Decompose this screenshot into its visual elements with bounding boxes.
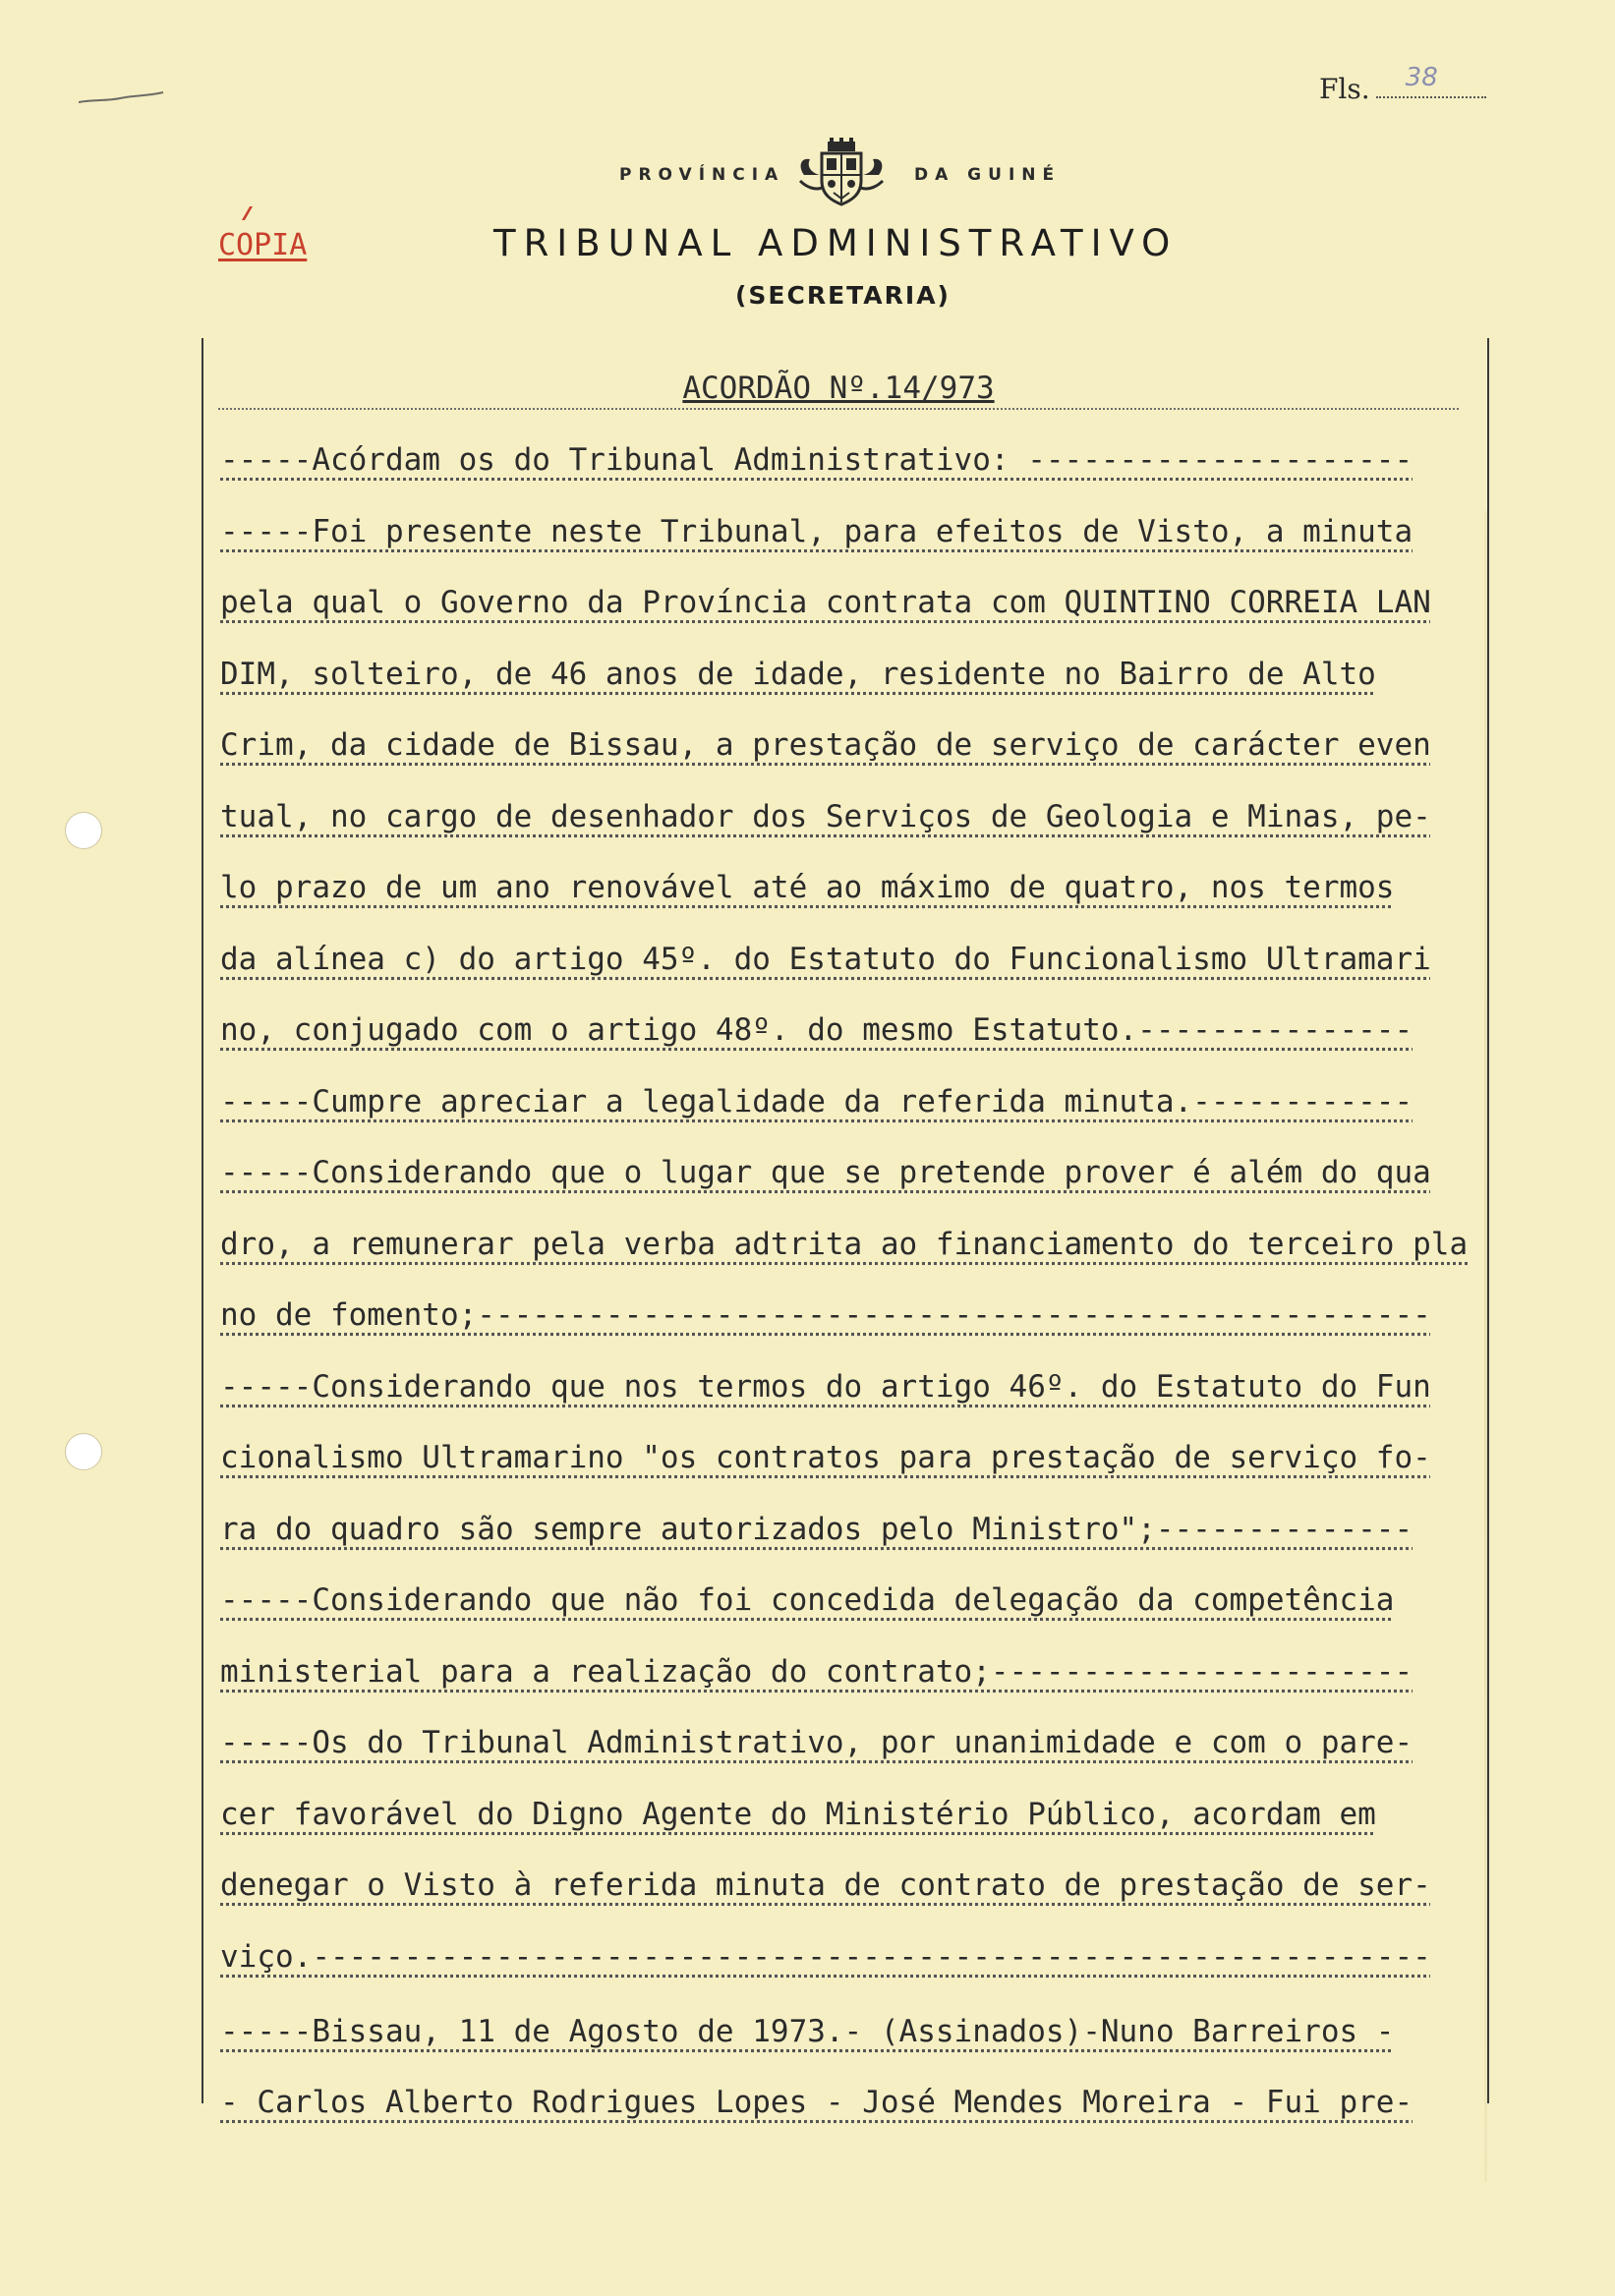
body-line: -----Acórdam os do Tribunal Administrativo: ---------------------: [220, 442, 1413, 478]
body-line: pela qual o Governo da Província contrata com QUINTINO CORREIA LAN: [220, 585, 1431, 620]
body-line: ra do quadro são sempre autorizados pelo Ministro";--------------: [220, 1511, 1413, 1547]
body-line: -----Foi presente neste Tribunal, para efeitos de Visto, a minuta: [220, 513, 1413, 549]
punch-hole-top: [65, 812, 102, 849]
scribble-icon: [77, 90, 167, 106]
body-line: -----Considerando que o lugar que se pretende prover é além do qua: [220, 1155, 1431, 1190]
body-line: -----Considerando que não foi concedida delegação da competência: [220, 1582, 1395, 1618]
province-label-right: DA GUINÉ: [914, 165, 1062, 185]
body-line: denegar o Visto à referida minuta de contrato de prestação de ser-: [220, 1867, 1431, 1903]
body-line: viço.-------------------------------------------------------------: [220, 1938, 1431, 1975]
folio-number: 38: [1405, 63, 1438, 92]
folio-label: Fls.: [1319, 73, 1370, 105]
body-line: ministerial para a realização do contrato;-----------------------: [220, 1653, 1413, 1690]
province-label-left: PROVÍNCIA: [619, 165, 785, 185]
body-line: - Carlos Alberto Rodrigues Lopes - José Mendes Moreira - Fui pre-: [220, 2085, 1413, 2120]
body-line: Crim, da cidade de Bissau, a prestação de serviço de carácter even: [220, 727, 1431, 763]
letterhead: [0, 138, 1615, 206]
body-line: da alínea c) do artigo 45º. do Estatuto do Funcionalismo Ultramari: [220, 941, 1431, 977]
body-line: -----Considerando que nos termos do artigo 46º. do Estatuto do Fun: [220, 1368, 1431, 1405]
body-line: DIM, solteiro, de 46 anos de idade, residente no Bairro de Alto: [220, 656, 1376, 692]
body-line: -----Os do Tribunal Administrativo, por unanimidade e com o pare-: [220, 1725, 1413, 1760]
body-line: tual, no cargo de desenhador dos Serviços de Geologia e Minas, pe-: [220, 798, 1431, 834]
institution-title: TRIBUNAL ADMINISTRATIVO: [493, 222, 1179, 264]
copy-stamp-accent: [242, 206, 262, 220]
copy-stamp: COPIA: [218, 228, 308, 262]
body-line: cionalismo Ultramarino "os contratos para prestação de serviço fo-: [220, 1440, 1431, 1475]
body-line: no de fomento;----------------------------------------------------: [220, 1297, 1431, 1333]
department-subtitle: (SECRETARIA): [735, 281, 951, 310]
body-line: dro, a remunerar pela verba adtrita ao financiamento do terceiro pla: [220, 1226, 1469, 1262]
coat-of-arms-icon: [794, 138, 889, 206]
body-line: cer favorável do Digno Agente do Ministério Público, acordam em: [220, 1796, 1376, 1832]
body-line: -----Bissau, 11 de Agosto de 1973.- (Assinados)-Nuno Barreiros -: [220, 2013, 1395, 2049]
punch-hole-bottom: [65, 1433, 102, 1470]
folio-blank: [1376, 63, 1486, 98]
body-line: lo prazo de um ano renovável até ao máximo de quatro, nos termos: [220, 870, 1395, 905]
body-line: -----Cumpre apreciar a legalidade da referida minuta.------------: [220, 1083, 1413, 1119]
document-title-row: [218, 369, 1459, 410]
document-title: ACORDÃO Nº.14/973: [674, 371, 1002, 406]
stray-pencil-mark: [77, 90, 167, 106]
body-line: no, conjugado com o artigo 48º. do mesmo Estatuto.---------------: [220, 1012, 1413, 1048]
folio-field: [1319, 63, 1486, 105]
left-margin-rule: [202, 338, 203, 2103]
document-body: [220, 430, 1488, 2145]
